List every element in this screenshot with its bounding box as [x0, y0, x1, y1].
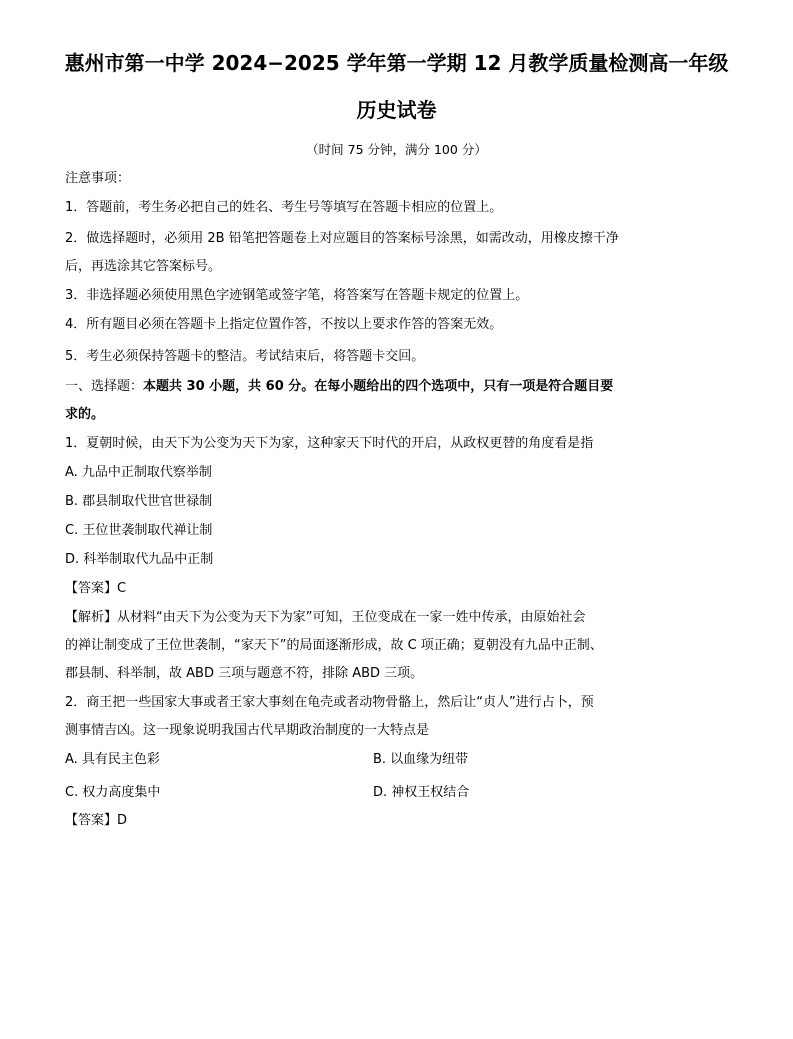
section-desc: 本题共 30 小题，共 60 分。在每小题给出的四个选项中，只有一项是符合题目要: [143, 379, 614, 394]
question-2-option-b: B. 以血缘为纽带: [373, 752, 469, 767]
answer-value: C: [117, 581, 127, 596]
question-2-answer: [65, 812, 730, 830]
question-1-option-c: C. 王位世袭制取代禅让制: [65, 523, 213, 538]
question-1-option-b: B. 郡县制取代世官世禄制: [65, 494, 213, 509]
question-1-option-a: A. 九品中正制取代察举制: [65, 465, 212, 480]
question-2-stem: 2．商王把一些国家大事或者王家大事刻在龟壳或者动物骨骼上，然后让“贞人”进行占卜，预: [65, 695, 594, 710]
section-heading: [65, 378, 730, 396]
question-1-stem: 1．夏朝时候，由天下为公变为天下为家，这种家天下时代的开启，从政权更替的角度看是指: [65, 436, 594, 451]
question-2-option-a: A. 具有民主色彩: [65, 752, 160, 767]
section-lead: 一、选择题：: [65, 379, 144, 394]
note-item-2: 2．做选择题时，必须用 2B 铅笔把答题卷上对应题目的答案标号涂黑，如需改动，用橡皮擦干净: [65, 231, 619, 246]
note-item-1: 1．答题前，考生务必把自己的姓名、考生号等填写在答题卡相应的位置上。: [65, 200, 503, 215]
note-item-2-cont: 后，再选涂其它答案标号。: [65, 259, 222, 274]
question-1-analysis-cont: 的禅让制变成了王位世袭制，“家天下”的局面逐渐形成，故 C 项正确；夏朝没有九品中正制、: [65, 638, 603, 653]
question-2-option-c: C. 权力高度集中: [65, 785, 161, 800]
exam-title: 惠州市第一中学 2024−2025 学年第一学期 12 月教学质量检测高一年级: [64, 51, 729, 75]
question-1-option-d: D. 科举制取代九品中正制: [65, 552, 214, 567]
question-2-option-d: D. 神权王权结合: [373, 785, 470, 800]
analysis-text: 从材料“由天下为公变为天下为家”可知，王位变成在一家一姓中传承，由原始社会: [117, 610, 586, 625]
question-1-answer: [65, 580, 730, 598]
note-item-5: 5．考生必须保持答题卡的整洁。考试结束后，将答题卡交回。: [65, 349, 425, 364]
question-2-stem-cont: 测事情吉凶。这一现象说明我国古代早期政治制度的一大特点是: [65, 723, 430, 738]
answer-value: D: [117, 813, 128, 828]
exam-time-score: （时间 75 分钟，满分 100 分）: [306, 142, 487, 157]
section-desc-cont: 求的。: [65, 407, 105, 422]
note-item-3: 3．非选择题必须使用黑色字迹钢笔或签字笔，将答案写在答题卡规定的位置上。: [65, 288, 529, 303]
notes-heading: 注意事项：: [65, 171, 131, 186]
analysis-tag: 【解析】: [65, 610, 118, 625]
note-item-4: 4．所有题目必须在答题卡上指定位置作答，不按以上要求作答的答案无效。: [65, 317, 503, 332]
question-1-analysis-cont-2: 郡县制、科举制，故 ABD 三项与题意不符，排除 ABD 三项。: [65, 666, 424, 681]
question-1-analysis: [65, 609, 730, 627]
answer-tag: 【答案】: [65, 813, 118, 828]
exam-subject: 历史试卷: [356, 98, 437, 122]
answer-tag: 【答案】: [65, 581, 118, 596]
